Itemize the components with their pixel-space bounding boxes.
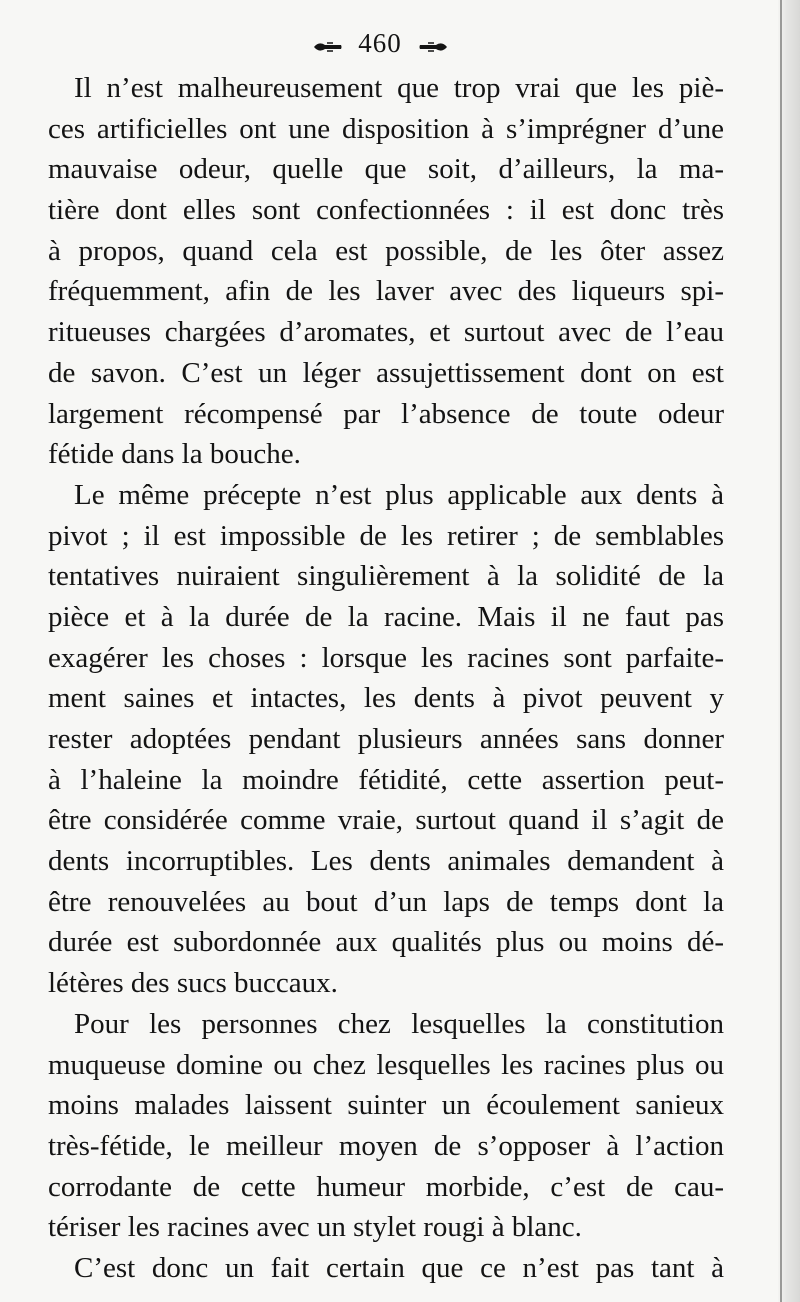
- text-line: Le même précepte n’est plus applicable aux dents à: [74, 478, 724, 511]
- text-line: de savon. C’est un léger assujettissement dont on est: [48, 356, 724, 389]
- hand-ornament-left-icon: [313, 30, 343, 61]
- hand-ornament-right-icon: [418, 30, 448, 61]
- text-line: pièce et à la durée de la racine. Mais il ne faut pas: [48, 600, 724, 633]
- page-number: 460: [358, 28, 402, 58]
- text-line: fétide dans la bouche.: [48, 438, 301, 471]
- text-line: pivot ; il est impossible de les retirer ; de semblables: [48, 519, 724, 552]
- text-line: corrodante de cette humeur morbide, c’est de cau-: [48, 1170, 724, 1203]
- text-line: à l’haleine la moindre fétidité, cette assertion peut-: [48, 763, 724, 796]
- text-line: à propos, quand cela est possible, de les ôter assez: [48, 234, 724, 267]
- text-line: muqueuse domine ou chez lesquelles les racines plus ou: [48, 1048, 724, 1081]
- text-line: très-fétide, le meilleur moyen de s’opposer à l’action: [48, 1129, 724, 1162]
- text-line: tière dont elles sont confectionnées : il est donc très: [48, 194, 724, 227]
- text-line: rester adoptées pendant plusieurs années sans donner: [48, 723, 724, 755]
- text-line: moins malades laissent suinter un écoulement sanieux: [48, 1089, 724, 1122]
- text-line: fréquemment, afin de les laver avec des liqueurs spi-: [48, 275, 724, 308]
- text-line: C’est donc un fait certain que ce n’est pas tant à: [74, 1251, 724, 1284]
- text-line: ritueuses chargées d’aromates, et surtout avec de l’eau: [48, 316, 724, 349]
- page-edge-line: [780, 0, 782, 1302]
- page-header: [0, 28, 760, 61]
- text-line: ment saines et intactes, les dents à pivot peuvent y: [48, 682, 724, 715]
- text-line: être renouvelées au bout d’un laps de temps dont la: [48, 885, 724, 918]
- text-line: largement récompensé par l’absence de toute odeur: [48, 397, 724, 430]
- text-line: exagérer les choses : lorsque les racines sont parfaite-: [48, 641, 724, 674]
- text-line: mauvaise odeur, quelle que soit, d’ailleurs, la ma-: [48, 153, 724, 186]
- text-line: tériser les racines avec un stylet rougi à blanc.: [48, 1211, 582, 1244]
- text-line: être considérée comme vraie, surtout quand il s’agit de: [48, 804, 724, 837]
- text-line: ces artificielles ont une disposition à s’imprégner d’une: [48, 112, 724, 145]
- text-line: dents incorruptibles. Les dents animales demandent à: [48, 845, 724, 878]
- text-line: Il n’est malheureusement que trop vrai que les piè-: [74, 72, 724, 104]
- text-line: Pour les personnes chez lesquelles la constitution: [74, 1007, 724, 1040]
- body-text: [48, 68, 724, 1289]
- text-line: durée est subordonnée aux qualités plus ou moins dé-: [48, 926, 724, 959]
- text-line: létères des sucs buccaux.: [48, 967, 338, 1000]
- text-line: tentatives nuiraient singulièrement à la solidité de la: [48, 560, 724, 593]
